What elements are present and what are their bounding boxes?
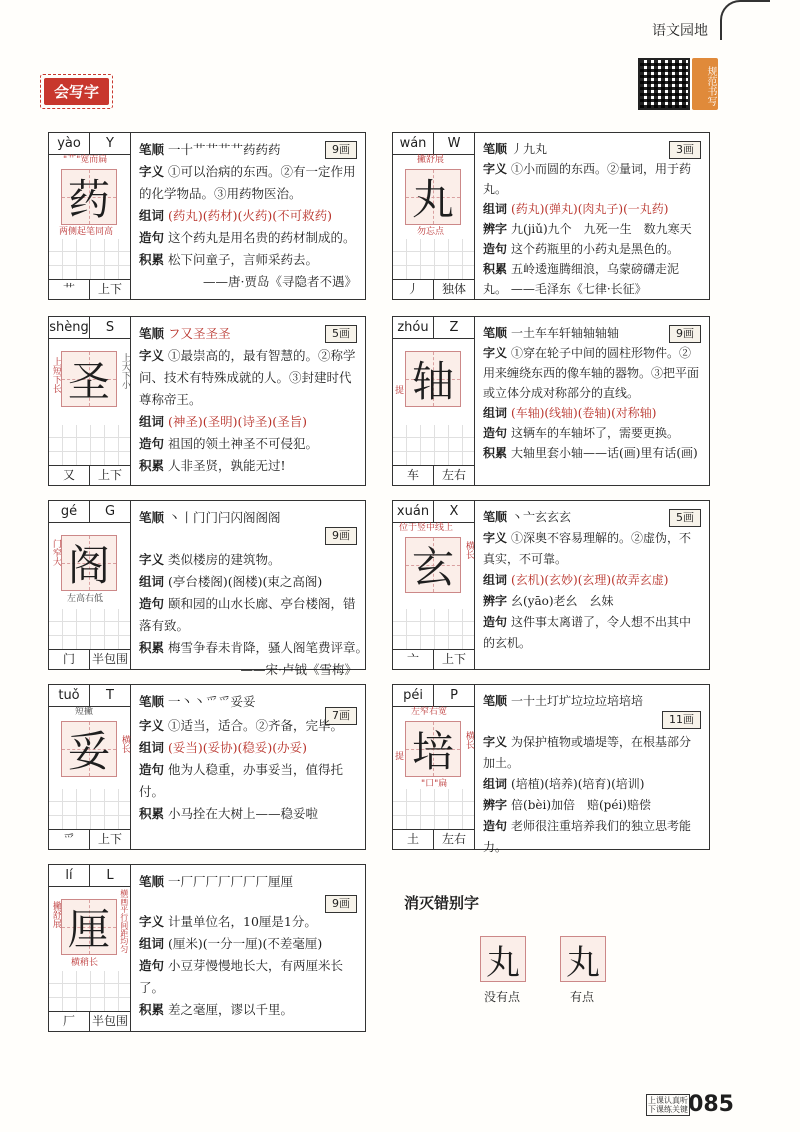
letter: Z [449,320,459,335]
char-card-zhou [392,316,710,486]
accumulation-source: ——毛泽东《七律·长征》 [510,282,647,296]
practice-grid [49,609,130,649]
tip-bottom: 横稍长 [71,958,99,968]
sentence: 祖国的领土神圣不可侵犯。 [168,436,319,451]
practice-grid [393,789,474,829]
char-panel [393,501,475,669]
structure: 左右 [441,468,466,482]
practice-grid [49,971,130,1011]
qr-code[interactable] [638,58,690,110]
radical: 门 [49,650,90,669]
char-glyph-box: 妥 [61,721,117,777]
page-number: 085 [688,1092,734,1117]
tip-top: 位于竖中线上 [399,523,454,533]
meaning: ①适当，适合。②齐备，完毕。 [168,718,344,733]
footer-tag: 上课认真听 下课练关键 [648,1096,688,1114]
words: (培植)(培养)(培育)(培训) [511,777,645,791]
structure: 上下 [97,282,122,296]
stroke-order: 一厂厂厂厂厂厂厂厘厘 [168,874,294,889]
header-corner-decoration [720,0,770,40]
practice-grid [49,425,130,465]
wrong-char-box: 丸 [480,936,526,982]
right-char-box: 丸 [560,936,606,982]
char-glyph-box: 阁 [61,535,117,591]
stroke-count: 3画 [669,141,701,159]
char-card-pei [392,684,710,854]
accumulation: 五岭逶迤腾细浪，乌蒙磅礴走泥丸。 [483,262,680,296]
tip-right: 上大下小 [119,353,130,389]
tip-bottom: 勿忘点 [417,227,445,237]
letter: X [449,504,459,519]
card-body: 笔顺 一丶丶爫爫妥妥 字义 ①适当，适合。②齐备，完毕。 组词 (妥当)(妥协)(稳妥)(办妥) 造句 他为人稳重，办事妥当，值得托付。 积累 小马拴在大树上——稳妥啦 [139,694,344,821]
accumulation: 松下问童子，言师采药去。 [168,252,319,267]
words: (亭台楼阁)(阁楼)(束之高阁) [168,574,323,589]
char-glyph-box: 培 [405,721,461,777]
distinguish: 倍(bèi)加倍 赔(péi)赔偿 [511,798,651,812]
meaning: ①小而圆的东西。②量词，用于药丸。 [483,162,692,196]
char-glyph-box: 圣 [61,351,117,407]
stroke-count: 9画 [325,895,357,913]
card-body: 笔顺 フ又圣圣圣 字义 ①最崇高的，最有智慧的。②称学问、技术有特殊成就的人。③封建时代尊称帝王。 组词 (神圣)(圣明)(诗圣)(圣旨) 造句 祖国的领土神圣不可侵犯。 积累 人非圣贤，孰能无过! [139,326,356,473]
pinyin: lí [49,865,90,886]
char-card-tuo [48,684,366,850]
char-panel [393,317,475,485]
pinyin: gé [49,501,90,522]
sentence: 这个药瓶里的小药丸是黑色的。 [511,242,680,256]
tip-top: 短撇 [75,707,94,717]
stroke-count: 9画 [669,325,701,343]
radical: 车 [393,466,434,485]
char-panel [393,133,475,299]
accumulation-source: ——宋·卢钺《雪梅》 [240,662,357,677]
char-card-ge [48,500,369,677]
char-glyph-box: 药 [61,169,117,225]
meaning: 类似楼房的建筑物。 [168,552,281,567]
practice-grid [393,239,474,279]
stroke-order: 丶丨门门闩闪阁阁阁 [168,510,281,525]
stroke-count: 11画 [662,711,701,729]
radical: 艹 [49,280,90,299]
tip-left: 撇舒展 [50,901,61,928]
card-body: 笔顺 一厂厂厂厂厂厂厂厘厘 字义 计量单位名，10厘是1分。 组词 (厘米)(一分一厘)(不差毫厘) 造句 小豆芽慢慢地长大，有两厘米长了。 积累 差之毫厘，谬以千里。 [139,874,344,1017]
card-body: 笔顺 丶丨门门闩闪阁阁阁 字义 类似楼房的建筑物。 组词 (亭台楼阁)(阁楼)(束之高阁) 造句 颐和园的山水长廊、亭台楼阁，错落有致。 积累 梅雪争春未肯降，骚人阁笔费评章。 ——宋·卢钺《雪梅》 [139,507,357,681]
section-badge: 会写字 [44,78,109,105]
structure: 上下 [441,652,466,666]
structure: 上下 [97,832,122,846]
structure: 半包围 [91,1014,128,1028]
words: (厘米)(一分一厘)(不差毫厘) [168,936,323,951]
words: (车轴)(线轴)(卷轴)(对称轴) [511,406,657,420]
char-panel [49,685,131,849]
words: (玄机)(玄妙)(玄理)(故弄玄虚) [511,573,669,587]
words: (妥当)(妥协)(稳妥)(办妥) [168,740,308,755]
pinyin: wán [393,133,434,154]
radical: 又 [49,466,90,485]
stroke-order: 一土车车轩轴轴轴轴 [511,326,620,340]
meaning: 计量单位名，10厘是1分。 [168,914,317,929]
tip-top: 左窄右宽 [411,707,448,717]
words: (药丸)(药材)(火药)(不可救药) [168,208,333,223]
radical: 丿 [393,280,434,299]
char-glyph-box: 厘 [61,899,117,955]
accumulation: 差之毫厘，谬以千里。 [168,1002,294,1017]
structure: 半包围 [91,652,128,666]
structure: 独体 [441,282,466,296]
sentence: 这件事太离谱了，令人想不出其中的玄机。 [483,615,692,650]
radical: 亠 [393,650,434,669]
stroke-order: 一十艹艹艹艹药药药 [168,142,281,157]
tip-bottom: 两侧起笔同高 [59,227,114,237]
tip-left: 提 [395,752,405,762]
sentence: 这个药丸是用名贵的药材制成的。 [168,230,356,245]
stroke-order: フ又圣圣圣 [168,326,231,341]
distinguish: 幺(yāo)老幺 幺妹 [511,594,614,608]
tip-left: 提 [395,386,405,396]
words: (药丸)(弹丸)(肉丸子)(一丸药) [511,202,669,216]
letter: T [106,688,114,703]
accumulation: 小马拴在大树上——稳妥啦 [168,806,319,821]
letter: W [447,136,461,151]
tip-bottom: "口"扁 [421,779,448,789]
stroke-count: 9画 [325,141,357,159]
words: (神圣)(圣明)(诗圣)(圣旨) [168,414,308,429]
error-section-title: 消灭错别字 [404,894,480,912]
tip-right: 横长 [119,735,130,753]
accumulation: 大轴里套小轴——话(画)里有话(画) [511,446,698,460]
stroke-order: 一丶丶爫爫妥妥 [168,694,256,709]
tip-top: "艹"宽而扁 [63,155,108,165]
card-body: 笔顺 一十艹艹艹艹药药药 字义 ①可以治病的东西。②有一定作用的化学物品。③用药物医治。 组词 (药丸)(药材)(火药)(不可救药) 造句 这个药丸是用名贵的药材制成的。 积累 松下问童子，言师采药去。 ——唐·贾岛《寻隐者不遇》 [139,139,357,293]
letter: L [106,868,114,883]
tip-right: 横长 [463,541,474,559]
tip-left: 上短下长 [50,357,61,393]
letter: Y [106,136,114,151]
meaning: ①深奥不容易理解的。②虚伪，不真实，不可靠。 [483,531,692,566]
meaning: ①穿在轮子中间的圆柱形物件。②用来缠绕东西的像车轴的器物。③把平面或立体分成对称部分的直线。 [483,346,700,400]
tip-top: 撇舒展 [417,155,445,165]
char-card-yao [48,132,366,300]
sentence: 老师很注重培养我们的独立思考能力。 [483,819,692,854]
char-glyph-box: 丸 [405,169,461,225]
tip-bottom: 左高右低 [67,594,104,604]
char-panel [49,133,131,299]
stroke-count: 9画 [325,527,357,545]
letter: S [105,320,115,335]
card-body: 笔顺 一土车车轩轴轴轴轴 字义 ①穿在轮子中间的圆柱形物件。②用来缠绕东西的像车轴的器物。③把平面或立体分成对称部分的直线。 组词 (车轴)(线轴)(卷轴)(对称轴) 造句 这辆车的车轴坏了，需要更换。 积累 大轴里套小轴——话(画)里有话(画) [483,326,700,460]
char-panel [49,501,131,669]
radical: 土 [393,830,434,849]
letter: G [104,504,116,519]
wrong-char-caption: 没有点 [484,990,521,1004]
structure: 左右 [441,832,466,846]
tip-right: 横长 [463,731,474,749]
pinyin: shèng [49,317,90,338]
sentence: 这辆车的车轴坏了，需要更换。 [511,426,680,440]
distinguish: 九(jiǔ)九个 九死一生 数九寒天 [511,222,692,236]
char-panel [49,317,131,485]
stroke-order: 丿九丸 [511,142,548,156]
right-char-caption: 有点 [570,990,595,1004]
char-glyph-box: 玄 [405,537,461,593]
meaning: ①可以治病的东西。②有一定作用的化学物品。③用药物医治。 [139,164,356,201]
sentence: 颐和园的山水长廊、亭台楼阁，错落有致。 [139,596,356,633]
char-card-sheng [48,316,366,486]
accumulation: 梅雪争春未肯降，骚人阁笔费评章。 [168,640,369,655]
pinyin: tuǒ [49,685,90,706]
practice-grid [393,425,474,465]
tip-left: 门窄大 [50,539,61,566]
stroke-count: 5画 [325,325,357,343]
structure: 上下 [97,468,122,482]
pinyin: xuán [393,501,434,522]
meaning: ①最崇高的，最有智慧的。②称学问、技术有特殊成就的人。③封建时代尊称帝王。 [139,348,356,407]
meaning: 为保护植物或墙堤等，在根基部分加土。 [483,735,692,770]
practice-grid [49,789,130,829]
radical: 厂 [49,1012,90,1031]
accumulation: 人非圣贤，孰能无过! [168,458,286,473]
char-card-wan [392,132,710,300]
stroke-count: 5画 [669,509,701,527]
stroke-count: 7画 [325,707,357,725]
char-glyph-box: 轴 [405,351,461,407]
stroke-order: 丶亠玄玄玄 [511,510,572,524]
sentence: 小豆芽慢慢地长大，有两厘米长了。 [139,958,344,995]
page-header-title: 语文园地 [652,23,708,39]
stroke-order: 一十土圢圹垃垃垃培培培 [511,694,644,708]
card-body: 笔顺 丿九丸 字义 ①小而圆的东西。②量词，用于药丸。 组词 (药丸)(弹丸)(肉丸子)(一丸药) 辨字 九(jiǔ)九个 九死一生 数九寒天 造句 这个药瓶里的小药丸是黑色的。 积累 五岭逶迤腾细浪，乌蒙磅礴走泥丸。 ——毛泽东《七律·长征》 [483,142,692,296]
practice-grid [393,609,474,649]
letter: P [450,688,458,703]
pinyin: yào [49,133,90,154]
char-panel [393,685,475,849]
tip-right: 横画平行间距均匀 [119,889,129,953]
card-body: 笔顺 一十土圢圹垃垃垃培培培 字义 为保护植物或墙堤等，在根基部分加土。 组词 (培植)(培养)(培育)(培训) 辨字 倍(bèi)加倍 赔(péi)赔偿 造句 老师很注重培养我们的独立思考能力。 [483,694,692,854]
char-card-li [48,864,366,1032]
radical: 爫 [49,830,90,849]
char-card-xuan [392,500,710,670]
pinyin: péi [393,685,434,706]
pinyin: zhóu [393,317,434,338]
accumulation-source: ——唐·贾岛《寻隐者不遇》 [203,274,357,289]
sentence: 他为人稳重，办事妥当，值得托付。 [139,762,344,799]
qr-tag: 规范书写 [692,58,718,110]
char-panel [49,865,131,1031]
practice-grid [49,239,130,279]
card-body: 笔顺 丶亠玄玄玄 字义 ①深奥不容易理解的。②虚伪，不真实，不可靠。 组词 (玄机)(玄妙)(玄理)(故弄玄虚) 辨字 幺(yāo)老幺 幺妹 造句 这件事太离谱了，令人想不出其中的玄机。 [483,510,692,650]
